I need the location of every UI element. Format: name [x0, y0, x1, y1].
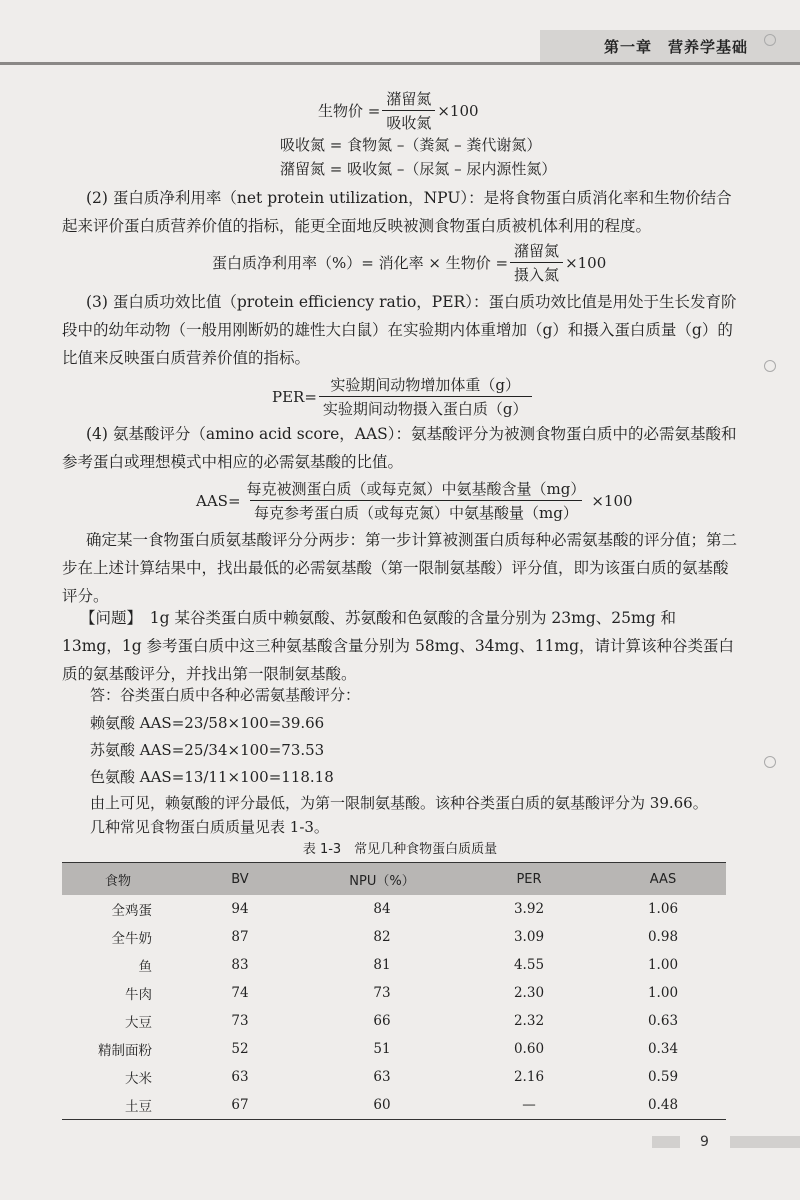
- bv-value: 83: [231, 957, 249, 973]
- numerator: 实验期间动物增加体重（g）: [330, 376, 521, 394]
- aas-value: 1.00: [647, 985, 679, 1001]
- header-rule: [0, 62, 800, 65]
- per-value: 0.60: [513, 1041, 545, 1057]
- bv-value: 94: [231, 901, 249, 917]
- binding-hole: [764, 360, 776, 372]
- fraction: [319, 374, 532, 419]
- binding-hole: [764, 34, 776, 46]
- header-cell: NPU（%）: [306, 863, 458, 896]
- food-name: 牛肉: [125, 987, 152, 1003]
- bv-value: 73: [231, 1013, 249, 1029]
- aas-formula: [196, 478, 633, 523]
- question: 【问题】 1g 某谷类蛋白质中赖氨酸、苏氨酸和色氨酸的含量分别为 23mg、25mg 和 13mg，1g 参考蛋白质中这三种氨基酸含量分别为 58mg、34mg、11mg，请计算该种谷类蛋白质的氨基酸评分，并找出第一限制氨基酸。: [62, 609, 735, 683]
- aas-value: 1.00: [647, 957, 679, 973]
- aas-value: 0.98: [647, 929, 679, 945]
- per-value: 4.55: [513, 957, 545, 973]
- fraction: [243, 478, 590, 523]
- table-row: [62, 1035, 726, 1063]
- per-formula: [272, 374, 534, 419]
- aas-value: 1.06: [647, 901, 679, 917]
- answer-threonine: 苏氨酸 AAS=25/34×100=73.53: [90, 741, 325, 759]
- absorbed-nitrogen-formula: 吸收氮 = 食物氮 –（粪氮 – 粪代谢氮）: [280, 136, 542, 154]
- bv-value: 52: [231, 1041, 249, 1057]
- food-name: 大米: [125, 1071, 152, 1087]
- header-cell: AAS: [600, 863, 726, 896]
- footer-bar-right: [730, 1136, 800, 1148]
- bv-value: 63: [231, 1069, 249, 1085]
- per-value: 2.30: [513, 985, 545, 1001]
- table-row: [62, 979, 726, 1007]
- aas-value: 0.63: [647, 1013, 679, 1029]
- per-value: 2.32: [513, 1013, 545, 1029]
- footer-bar-left: [652, 1136, 680, 1148]
- header-cell: PER: [458, 863, 600, 896]
- header-cell: 食物: [62, 863, 174, 896]
- food-name: 全牛奶: [111, 931, 152, 947]
- formula-lhs: 生物价 =: [318, 102, 381, 120]
- table-row: [62, 1063, 726, 1091]
- denominator: 吸收氮: [382, 110, 435, 133]
- retained-nitrogen-formula: 潴留氮 = 吸收氮 –（尿氮 – 尿内源性氮）: [280, 160, 557, 178]
- table-row: [62, 1007, 726, 1035]
- npu-value: 84: [373, 901, 391, 917]
- page-number: 9: [700, 1134, 709, 1150]
- table-row: [62, 895, 726, 923]
- answer-tryptophan: 色氨酸 AAS=13/11×100=118.18: [90, 768, 334, 786]
- header-cell: BV: [174, 863, 306, 896]
- npu-formula: [212, 240, 606, 285]
- denominator: 每克参考蛋白质（或每克氮）中氨基酸量（mg）: [250, 500, 582, 523]
- chapter-title: 第一章 营养学基础: [604, 38, 749, 56]
- binding-hole: [764, 756, 776, 768]
- denominator: 摄入氮: [510, 262, 563, 285]
- npu-value: 51: [373, 1041, 391, 1057]
- per-value: 3.92: [513, 901, 545, 917]
- protein-quality-table: [62, 862, 726, 1120]
- bv-value: 67: [174, 1091, 306, 1120]
- formula-lhs: 蛋白质净利用率（%）= 消化率 × 生物价 =: [212, 254, 509, 272]
- npu-value: 81: [373, 957, 391, 973]
- numerator: 潴留氮: [386, 90, 432, 108]
- npu-value: 73: [373, 985, 391, 1001]
- per-value: 2.16: [513, 1069, 545, 1085]
- table-intro: 几种常见食物蛋白质质量见表 1-3。: [90, 818, 329, 836]
- denominator: 实验期间动物摄入蛋白质（g）: [319, 396, 532, 419]
- answer-conclusion: 由上可见，赖氨酸的评分最低，为第一限制氨基酸。该种谷类蛋白质的氨基酸评分为 39.66。: [90, 794, 708, 812]
- formula-rhs: ×100: [591, 491, 633, 510]
- aas-value: 0.48: [600, 1091, 726, 1120]
- food-name: 精制面粉: [98, 1043, 152, 1059]
- food-name: 大豆: [125, 1015, 152, 1031]
- paragraph-two-steps: 确定某一食物蛋白质氨基酸评分分两步：第一步计算被测蛋白质每种必需氨基酸的评分值；第二步在上述计算结果中，找出最低的必需氨基酸（第一限制氨基酸）评分值，即为该蛋白质的氨基酸评分。: [62, 531, 738, 605]
- per-value: —: [458, 1091, 600, 1120]
- table-header-row: [62, 863, 726, 896]
- answer-lysine: 赖氨酸 AAS=23/58×100=39.66: [90, 714, 325, 732]
- bv-value: 74: [231, 985, 249, 1001]
- npu-value: 82: [373, 929, 391, 945]
- formula-rhs: ×100: [437, 101, 479, 120]
- per-value: 3.09: [513, 929, 545, 945]
- table-row: [62, 923, 726, 951]
- bv-value: 87: [231, 929, 249, 945]
- npu-value: 66: [373, 1013, 391, 1029]
- table-row: [62, 1091, 726, 1120]
- numerator: 每克被测蛋白质（或每克氮）中氨基酸含量（mg）: [246, 480, 586, 498]
- formula-rhs: ×100: [565, 253, 607, 272]
- npu-value: 60: [306, 1091, 458, 1120]
- food-name: 土豆: [62, 1091, 174, 1120]
- fraction: [382, 88, 435, 133]
- answer-intro: 答：谷类蛋白质中各种必需氨基酸评分：: [90, 686, 361, 704]
- food-name: 全鸡蛋: [111, 903, 152, 919]
- aas-value: 0.59: [647, 1069, 679, 1085]
- aas-value: 0.34: [647, 1041, 679, 1057]
- bv-formula: [318, 88, 479, 133]
- npu-value: 63: [373, 1069, 391, 1085]
- formula-lhs: AAS=: [196, 491, 241, 510]
- numerator: 潴留氮: [514, 242, 560, 260]
- fraction: [510, 240, 563, 285]
- table-row: [62, 951, 726, 979]
- food-name: 鱼: [138, 959, 152, 975]
- paragraph-npu: (2) 蛋白质净利用率（net protein utilization，NPU）：是将食物蛋白质消化率和生物价结合起来评价蛋白质营养价值的指标，能更全面地反映被测食物蛋白质被机体利用的程度。: [62, 189, 732, 235]
- paragraph-aas: (4) 氨基酸评分（amino acid score，AAS）：氨基酸评分为被测食物蛋白质中的必需氨基酸和参考蛋白或理想模式中相应的必需氨基酸的比值。: [62, 425, 737, 471]
- table-caption: 表 1-3 常见几种食物蛋白质质量: [302, 842, 498, 857]
- paragraph-per: (3) 蛋白质功效比值（protein efficiency ratio，PER）：蛋白质功效比值是用处于生长发育阶段中的幼年动物（一般用刚断奶的雄性大白鼠）在实验期内体重增加（g）和摄入蛋白质量（g）的比值来反映蛋白质营养价值的指标。: [62, 293, 737, 367]
- formula-lhs: PER=: [272, 387, 317, 406]
